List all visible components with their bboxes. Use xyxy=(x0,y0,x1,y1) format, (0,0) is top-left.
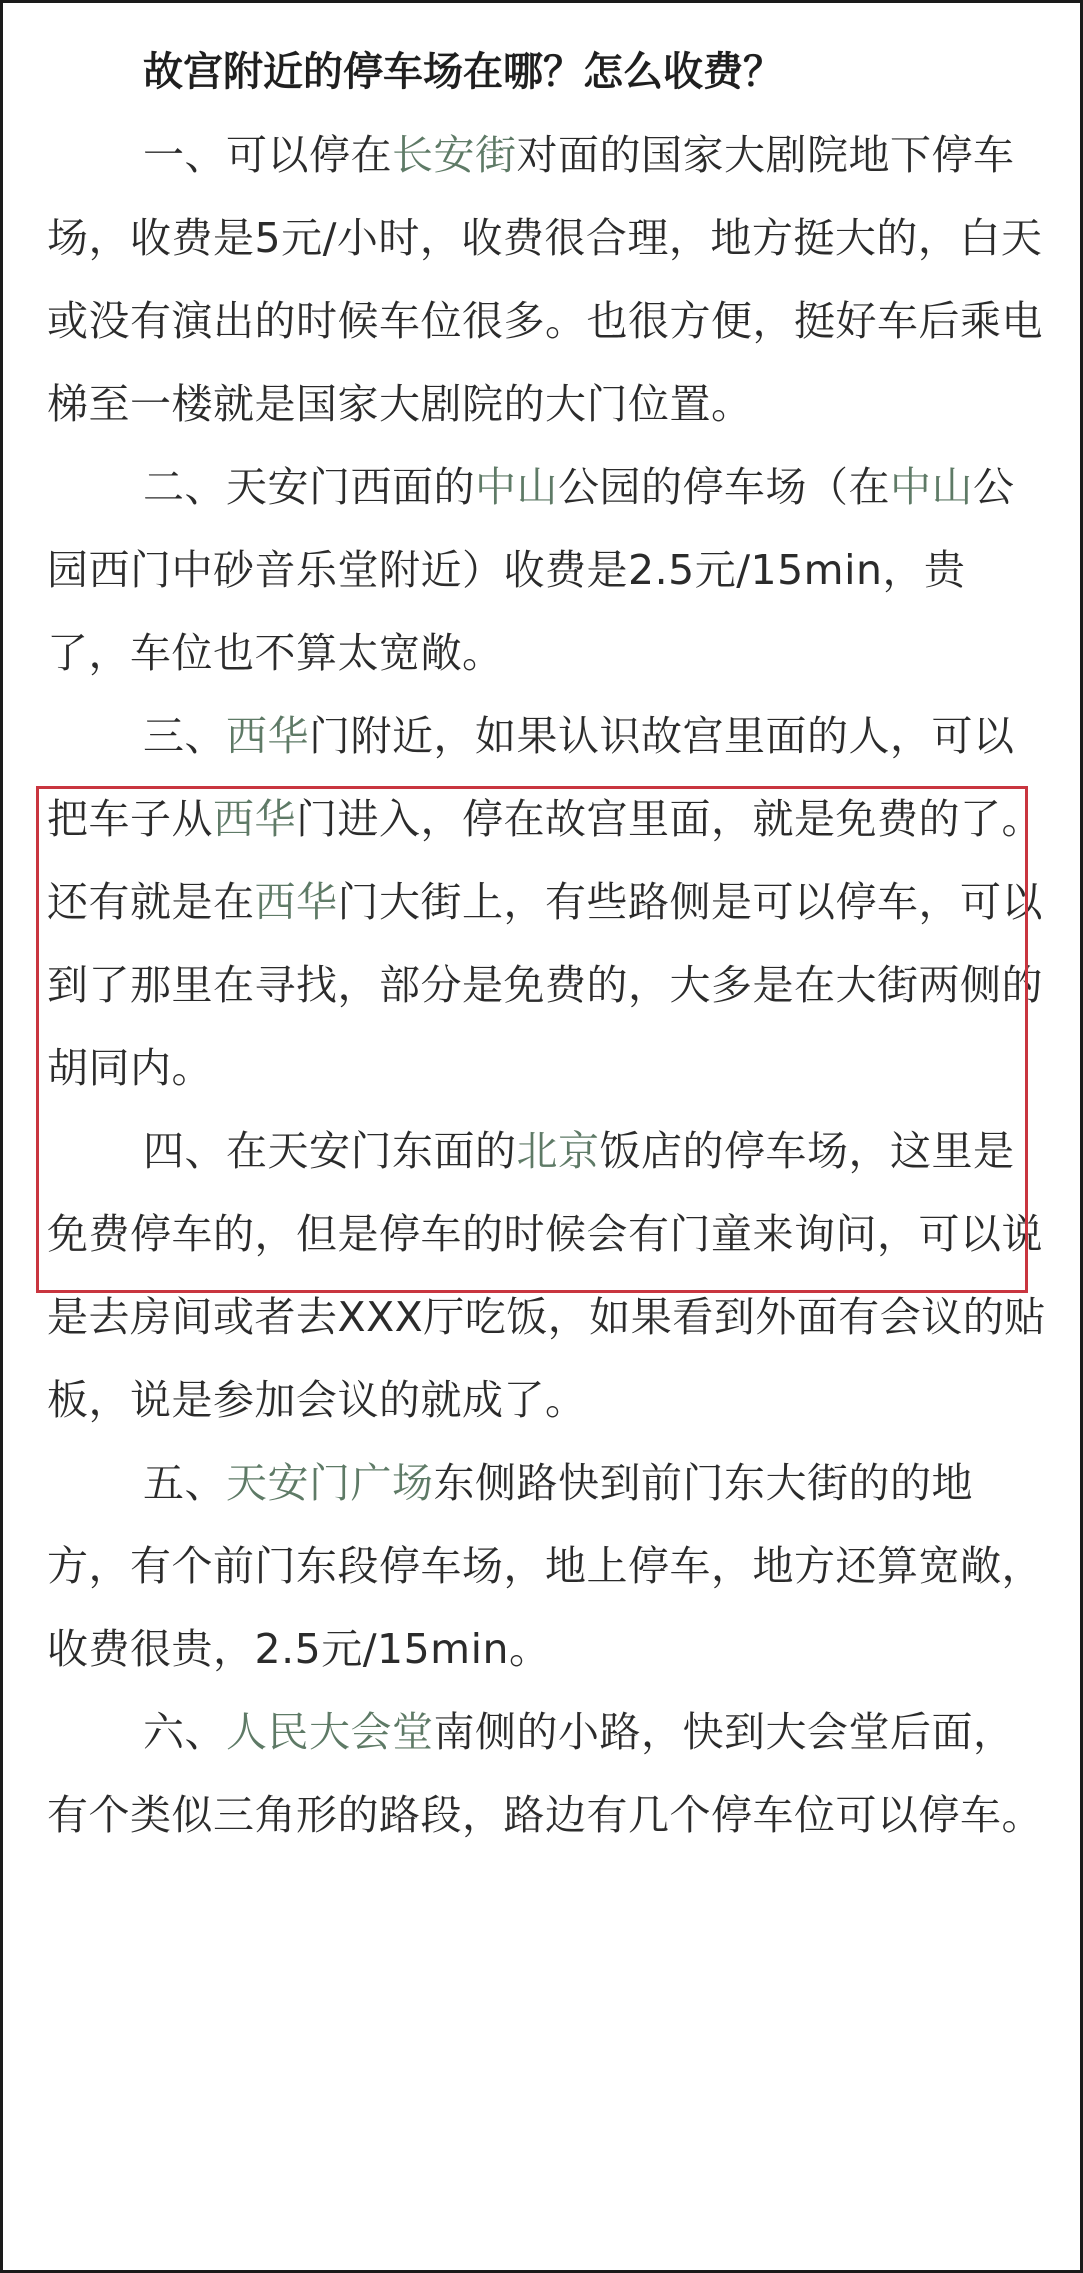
paragraph-6 xyxy=(47,1691,1047,1857)
article-title: 故宫附近的停车场在哪？怎么收费？ xyxy=(143,49,783,95)
paragraph-text: 饭店的停车场，这里是免费停车的，但是停车的时候会有门童来询问，可以说是去房间或者去XXX厅吃饭，如果看到外面有会议的贴板，说是参加会议的就成了。 xyxy=(47,1127,1046,1424)
keyword-link[interactable]: 北京 xyxy=(516,1127,600,1175)
paragraph-4 xyxy=(47,1110,1047,1442)
article xyxy=(47,30,1047,1857)
paragraph-text: 东侧路快到前门东大街的的地方，有个前门东段停车场，地上停车，地方还算宽敞，收费很贵，2.5元/15min。 xyxy=(47,1459,1043,1673)
paragraph-text: 六、 xyxy=(143,1708,226,1756)
paragraph-1 xyxy=(47,114,1047,446)
paragraph-2 xyxy=(47,446,1047,695)
paragraph-text: 一、可以停在 xyxy=(143,131,392,179)
paragraph-text: 五、 xyxy=(143,1459,226,1507)
keyword-link[interactable]: 西华 xyxy=(226,712,309,760)
keyword-link[interactable]: 中山 xyxy=(890,463,973,511)
keyword-link[interactable]: 中山 xyxy=(475,463,558,511)
keyword-link[interactable]: 长安街 xyxy=(392,131,517,179)
keyword-link[interactable]: 西华 xyxy=(254,878,338,926)
paragraph-text: 公园西门中砂音乐堂附近）收费是2.5元/15min，贵了，车位也不算太宽敞。 xyxy=(47,463,1015,677)
paragraph-text: 门大街上，有些路侧是可以停车，可以到了那里在寻找，部分是免费的，大多是在大街两侧的胡同内。 xyxy=(47,878,1043,1092)
keyword-link[interactable]: 人民大会堂 xyxy=(226,1708,434,1756)
paragraph-text: 二、天安门西面的 xyxy=(143,463,475,511)
paragraph-3 xyxy=(47,695,1047,1110)
keyword-link[interactable]: 西华 xyxy=(213,795,296,843)
keyword-link[interactable]: 天安门广场 xyxy=(226,1459,434,1507)
paragraph-text: 门附近，如果认识故宫里面的人，可以把车子从 xyxy=(47,712,1015,843)
paragraph-text: 三、 xyxy=(143,712,226,760)
paragraph-text: 南侧的小路，快到大会堂后面，有个类似三角形的路段，路边有几个停车位可以停车。 xyxy=(47,1708,1043,1839)
paragraph-text: 公园的停车场（在 xyxy=(558,463,890,511)
paragraph-text: 门进入，停在故宫里面，就是免费的了。还有就是在 xyxy=(47,795,1043,926)
paragraph-text: 对面的国家大剧院地下停车场，收费是5元/小时，收费很合理，地方挺大的，白天或没有演出的时候车位很多。也很方便，挺好车后乘电梯至一楼就是国家大剧院的大门位置。 xyxy=(47,131,1043,428)
paragraph-text: 四、在天安门东面的 xyxy=(143,1127,517,1175)
paragraph-5 xyxy=(47,1442,1047,1691)
